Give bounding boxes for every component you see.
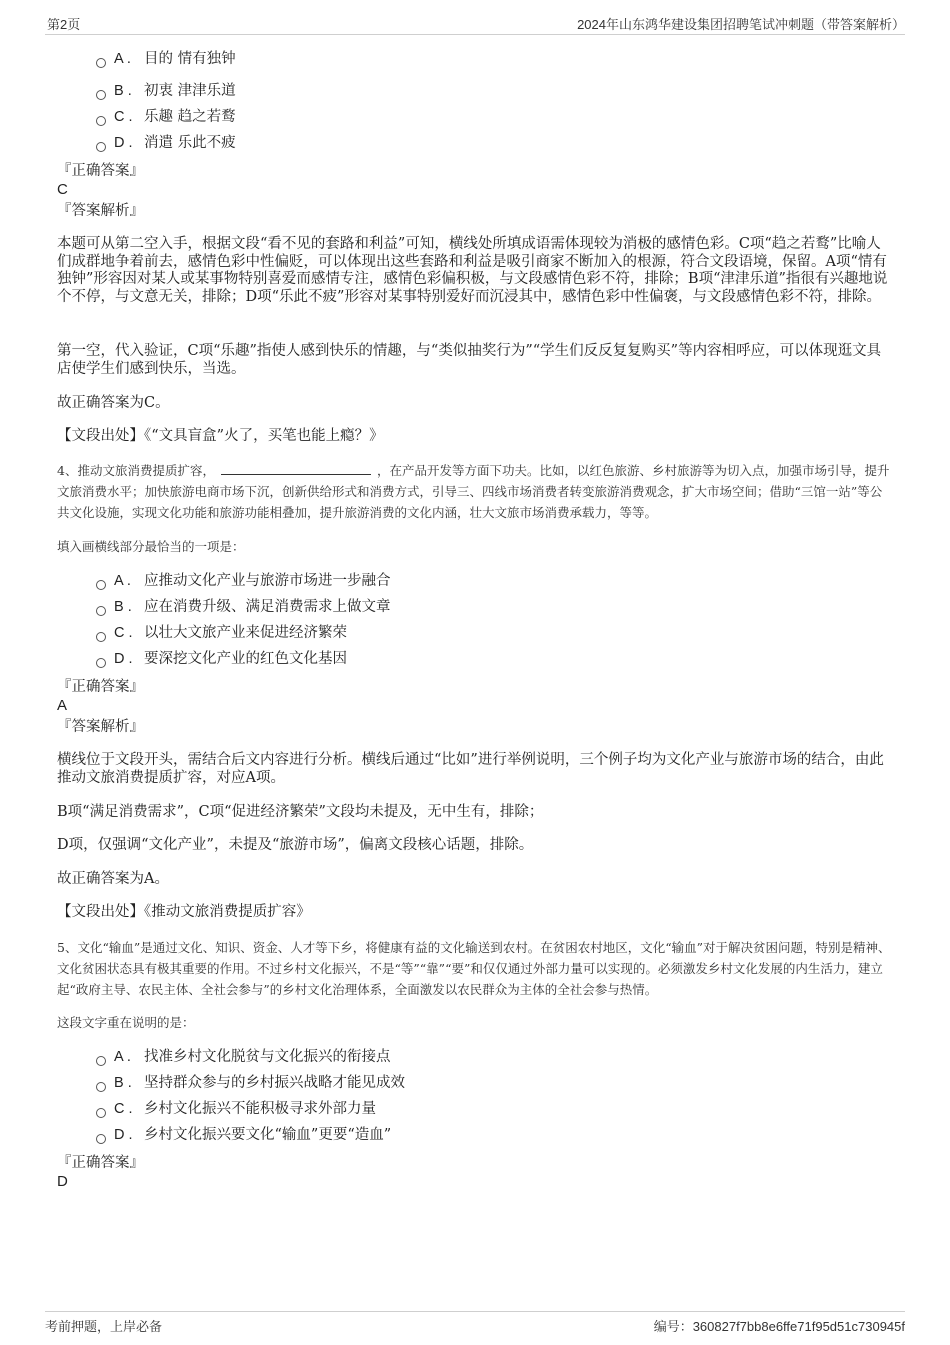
q4-option-d[interactable]: D . 要深挖文化产业的红色文化基因 — [96, 649, 347, 669]
fill-blank — [221, 462, 371, 475]
q4-option-b[interactable]: B . 应在消费升级、满足消费需求上做文章 — [96, 597, 391, 617]
q5-option-a[interactable]: A . 找准乡村文化脱贫与文化振兴的衔接点 — [96, 1047, 391, 1067]
q5-answer: D — [57, 1173, 68, 1190]
q4-conclusion: 故正确答案为A。 — [57, 871, 169, 887]
q4-analysis-label: 『答案解析』 — [57, 719, 144, 735]
q5-option-d[interactable]: D . 乡村文化振兴要文化“输血”更要“造血” — [96, 1125, 391, 1145]
radio-icon[interactable] — [96, 142, 106, 152]
radio-icon[interactable] — [96, 1134, 106, 1144]
radio-icon[interactable] — [96, 1056, 106, 1066]
q3-conclusion: 故正确答案为C。 — [57, 395, 170, 411]
page-footer — [45, 1311, 905, 1336]
q3-answer-label: 『正确答案』 — [57, 163, 144, 179]
q5-prompt: 这段文字重在说明的是： — [57, 1015, 195, 1030]
radio-icon[interactable] — [96, 632, 106, 642]
q4-option-c[interactable]: C . 以壮大文旅产业来促进经济繁荣 — [96, 623, 347, 643]
page-header — [45, 12, 905, 35]
q4-analysis-paragraph: 横线位于文段开头，需结合后文内容进行分析。横线后通过“比如”进行举例说明，三个例子均为文化产业与旅游市场的结合，由此推动文旅消费提质扩容，对应A项。 — [57, 752, 884, 786]
q4-answer: A — [57, 697, 68, 714]
footer-slogan: 考前押题，上岸必备 — [45, 1319, 163, 1334]
radio-icon[interactable] — [96, 658, 106, 668]
document-title: 2024年山东鸿华建设集团招聘笔试冲刺题（带答案解析） — [577, 17, 905, 32]
q4-answer-label: 『正确答案』 — [57, 679, 144, 695]
q3-option-d[interactable]: D . 消遣 乐此不疲 — [96, 133, 236, 153]
q3-option-c[interactable]: C . 乐趣 趋之若鹜 — [96, 107, 236, 127]
q3-analysis-paragraph: 本题可从第二空入手，根据文段“看不见的套路和利益”可知，横线处所填成语需体现较为消极的感情色彩。C项“趋之若鹜”比喻人们成群地争着前去，感情色彩中性偏贬，可以体现出这些套路和利益是吸引商家不断加入的根源，符合文段语境，保留。A项“情有独钟”形容因对某人或某事物特别喜爱而感情专注，感情色彩偏积极，与文段感情色彩不符，排除；B项“津津乐道”指很有兴趣地说个不停，与文意无关，排除；D项“乐此不疲”形容对某事特别爱好而沉浸其中，感情色彩中性偏褒，与文段感情色彩不符，排除。 — [57, 236, 888, 305]
q5-stem: 5、文化“输血”是通过文化、知识、资金、人才等下乡，将健康有益的文化输送到农村。在贫困农村地区，文化“输血”对于解决贫困问题，特别是精神、文化贫困状态具有极其重要的作用。不过乡村文化振兴，不是“等”“靠”“要”和仅仅通过外部力量可以实现的。必须激发乡村文化发展的内生活力，建立起“政府主导、农民主体、全社会参与”的乡村文化治理体系，全面激发以农民群众为主体的全社会参与热情。 — [57, 940, 891, 997]
q3-answer: C — [57, 181, 68, 198]
radio-icon[interactable] — [96, 1108, 106, 1118]
radio-icon[interactable] — [96, 58, 106, 68]
q4-source: 【文段出处】《推动文旅消费提质扩容》 — [57, 904, 311, 920]
q4-stem: 4、推动文旅消费提质扩容， ，在产品开发等方面下功夫。比如，以红色旅游、乡村旅游等为切入点，加强市场引导，提升文旅消费水平；加快旅游电商市场下沉，创新供给形式和消费方式，引导三、四线市场消费者转变旅游消费观念，扩大市场空间；借助“三馆一站”等公共文化设施，实现文化功能和旅游功能相叠加，提升旅游消费的文化内涵，壮大文旅市场消费承载力，等等。 — [57, 463, 890, 520]
q3-analysis-label: 『答案解析』 — [57, 203, 144, 219]
page-number: 第2页 — [47, 17, 81, 32]
q4-analysis-paragraph: B项“满足消费需求”，C项“促进经济繁荣”文段均未提及，无中生有，排除； — [57, 804, 544, 820]
q3-option-b[interactable]: B . 初衷 津津乐道 — [96, 81, 236, 101]
q5-answer-label: 『正确答案』 — [57, 1155, 144, 1171]
radio-icon[interactable] — [96, 116, 106, 126]
radio-icon[interactable] — [96, 606, 106, 616]
q4-option-a[interactable]: A . 应推动文化产业与旅游市场进一步融合 — [96, 571, 391, 591]
q3-source: 【文段出处】《“文具盲盒”火了，买笔也能上瘾？》 — [57, 428, 384, 444]
q5-option-b[interactable]: B . 坚持群众参与的乡村振兴战略才能见成效 — [96, 1073, 405, 1093]
radio-icon[interactable] — [96, 580, 106, 590]
q5-option-c[interactable]: C . 乡村文化振兴不能积极寻求外部力量 — [96, 1099, 376, 1119]
document-code: 编号：360827f7bb8e6ffe71f95d51c730945f — [653, 1319, 905, 1334]
radio-icon[interactable] — [96, 1082, 106, 1092]
q4-prompt: 填入画横线部分最恰当的一项是： — [57, 539, 245, 554]
q3-analysis-paragraph: 第一空，代入验证，C项“乐趣”指使人感到快乐的情趣，与“类似抽奖行为”“学生们反反复复购买”等内容相呼应，可以体现逛文具店使学生们感到快乐，当选。 — [57, 343, 882, 377]
radio-icon[interactable] — [96, 90, 106, 100]
q3-option-a[interactable]: A . 目的 情有独钟 — [96, 49, 236, 69]
q4-analysis-paragraph: D项，仅强调“文化产业”，未提及“旅游市场”，偏离文段核心话题，排除。 — [57, 837, 534, 853]
